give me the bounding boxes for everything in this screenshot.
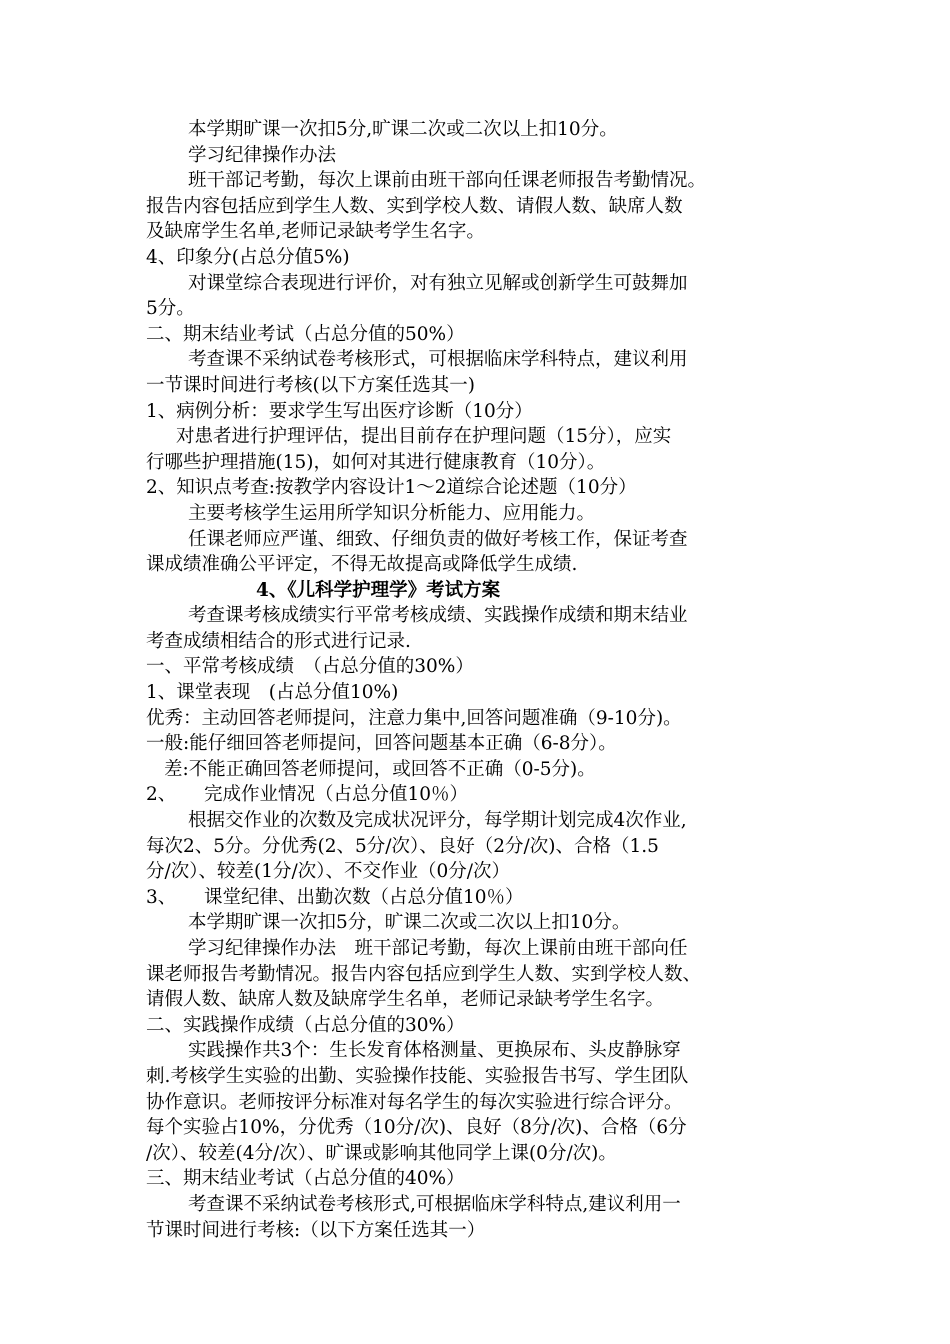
paragraph-line: 本学期旷课一次扣5分，旷课二次或二次以上扣10分。 (188, 912, 631, 934)
paragraph-line: 主要考核学生运用所学知识分析能力、应用能力。 (188, 502, 596, 524)
paragraph-line: 5分。 (146, 298, 195, 320)
paragraph-line: 分/次）、较差(1分/次）、不交作业（0分/次） (146, 861, 510, 883)
section-heading: 二、期末结业考试（占总分值的50%） (146, 323, 465, 345)
paragraph-line: 节课时间进行考核:（以下方案任选其一） (146, 1219, 486, 1241)
paragraph-line: 协作意识。老师按评分标准对每名学生的每次实验进行综合评分。 (146, 1091, 683, 1113)
section-heading: 三、期末结业考试（占总分值的40%） (146, 1168, 465, 1190)
paragraph-line: 实践操作共3个：生长发育体格测量、更换尿布、头皮静脉穿 (188, 1040, 681, 1062)
paragraph-line: 一般:能仔细回答老师提问，回答问题基本正确（6-8分）。 (146, 733, 617, 755)
paragraph-line: 任课老师应严谨、细致、仔细负责的做好考核工作，保证考查 (188, 528, 688, 550)
paragraph-line: 课成绩准确公平评定，不得无故提高或降低学生成绩. (146, 554, 578, 576)
paragraph-line: 考查课不采纳试卷考核形式,可根据临床学科特点,建议利用一 (188, 1193, 681, 1215)
paragraph-line: 每次2、5分。分优秀(2、5分/次）、良好（2分/次)、合格（1.5 (146, 835, 659, 857)
paragraph-line: 本学期旷课一次扣5分,旷课二次或二次以上扣10分。 (188, 119, 618, 140)
paragraph-line: 优秀：主动回答老师提问，注意力集中,回答问题准确（9-10分)。 (146, 707, 682, 729)
paragraph-line: 一节课时间进行考核(以下方案任选其一) (146, 374, 475, 396)
paragraph-line: 及缺席学生名单,老师记录缺考学生名字。 (146, 221, 485, 243)
paragraph-line: 对课堂综合表现进行评价，对有独立见解或创新学生可鼓舞加 (188, 272, 688, 294)
paragraph-line: 学习纪律操作办法 (188, 144, 337, 166)
paragraph-line: 报告内容包括应到学生人数、实到学校人数、请假人数、缺席人数 (146, 195, 683, 217)
paragraph-line: /次）、较差(4分/次）、旷课或影响其他同学上课(0分/次)。 (146, 1142, 617, 1164)
paragraph-line: 对患者进行护理评估，提出目前存在护理问题（15分），应实 (176, 426, 672, 448)
paragraph-line: 行哪些护理措施(15)，如何对其进行健康教育（10分）。 (146, 451, 606, 473)
paragraph-line: 请假人数、缺席人数及缺席学生名单，老师记录缺考学生名字。 (146, 989, 665, 1011)
paragraph-line: 考查课考核成绩实行平常考核成绩、实践操作成绩和期末结业 (188, 605, 688, 627)
paragraph-line: 班干部记考勤，每次上课前由班干部向任课老师报告考勤情况。 (188, 170, 707, 192)
section-heading: 1、病例分析：要求学生写出医疗诊断（10分） (146, 400, 533, 422)
section-heading: 2、 完成作业情况（占总分值10％） (146, 784, 469, 806)
paragraph-line: 考查课不采纳试卷考核形式，可根据临床学科特点，建议利用 (188, 349, 688, 371)
section-title: 4、《儿科学护理学》考试方案 (256, 579, 501, 601)
paragraph-line: 差:不能正确回答老师提问，或回答不正确（0-5分)。 (164, 758, 596, 780)
section-heading: 2、知识点考查:按教学内容设计1～2道综合论述题（10分） (146, 477, 637, 499)
paragraph-line: 每个实验占10%，分优秀（10分/次)、良好（8分/次)、合格（6分 (146, 1117, 687, 1139)
paragraph-line: 考查成绩相结合的形式进行记录. (146, 630, 411, 652)
document-page (146, 117, 818, 1243)
section-heading: 3、 课堂纪律、出勤次数（占总分值10％） (146, 886, 524, 908)
section-heading: 1、课堂表现 (占总分值10%) (146, 682, 399, 704)
section-heading: 二、实践操作成绩（占总分值的30%） (146, 1014, 465, 1036)
paragraph-line: 课老师报告考勤情况。报告内容包括应到学生人数、实到学校人数、 (146, 963, 702, 985)
paragraph-line: 学习纪律操作办法 班干部记考勤，每次上课前由班干部向任 (188, 938, 688, 959)
section-heading: 一、平常考核成绩 （占总分值的30%） (146, 656, 474, 678)
paragraph-line: 刺.考核学生实验的出勤、实验操作技能、实验报告书写、学生团队 (146, 1065, 689, 1087)
paragraph-line: 根据交作业的次数及完成状况评分，每学期计划完成4次作业, (188, 810, 687, 832)
section-heading: 4、印象分(占总分值5%) (146, 246, 350, 268)
